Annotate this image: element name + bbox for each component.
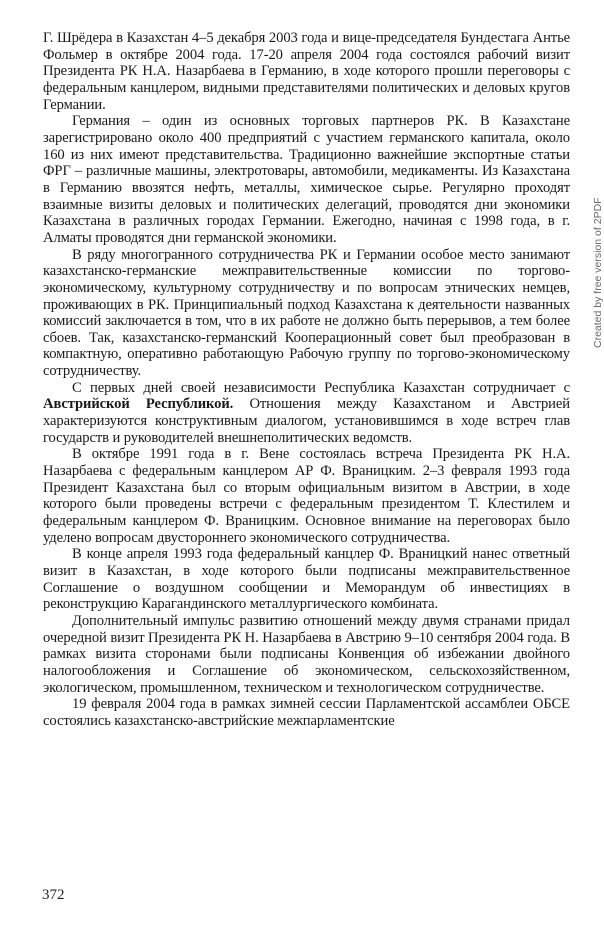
paragraph: Германия – один из основных торговых партнеров РК. В Казахстане зарегистрировано около 400 предприятий с участием германского капитала, около 160 из них имеют представительства. Традиционно важнейшие экспортные статьи ФРГ – различные машины, электротовары, автомобили, медикаменты. Из Казахстана в Германию ввозятся нефть, металлы, химическое сырье. Регулярно проходят взаимные визиты деловых и политических делегаций, проводятся дни экономики Казахстана в различных городах Германии. Ежегодно, начиная с 1998 года, в г. Алматы проводятся дни германской экономики.: [43, 113, 570, 246]
page-number: 372: [42, 887, 65, 903]
paragraph: Дополнительный импульс развитию отношений между двумя странами придал очередной визит Президента РК Н. Назарбаева в Австрию 9–10 сентября 2004 года. В рамках визита сторонами были подписаны Конвенция об избежании двойного налогообложения и Соглашение об экономическом, сельскохозяйственном, экологическом, промышленном, техническом и технологическом сотрудничестве.: [43, 612, 570, 696]
paragraph: 19 февраля 2004 года в рамках зимней сессии Парламентской ассамблеи ОБСЕ состоялись казахстанско-австрийские межпарламентские: [43, 696, 570, 729]
paragraph: В ряду многогранного сотрудничества РК и Германии особое место занимают казахстанско-германские межправительственные комиссии по торгово-экономическому, культурному сотрудничеству и по вопросам этнических немцев, проживающих в РК. Принципиальный подход Казахстана к деятельности названных комиссий заключается в том, что в их работе не должно быть перерывов, а тем более сбоев. Так, казахстанско-германский Кооперационный совет был преобразован в компактную, оперативно работающую Рабочую группу по торгово-экономическому сотрудничеству.: [43, 246, 570, 380]
watermark: [581, 197, 604, 348]
paragraph-text: Отношения между Казахстаном и Австрией характеризуются конструктивным диалогом, установившимся в ходе встреч глав государств и руководителей внешнеполитических ведомств.: [43, 396, 570, 446]
watermark-text: Created by free version of 2PDF: [592, 197, 604, 348]
paragraph: В конце апреля 1993 года федеральный канцлер Ф. Враницкий нанес ответный визит в Казахстан, в ходе которого были подписаны межправительственное Соглашение о воздушном сообщении и Меморандум об инвестициях в реконструкцию Карагандинского металлургического комбината.: [43, 546, 570, 613]
paragraph: В октябре 1991 года в г. Вене состоялась встреча Президента РК Н.А. Назарбаева с федеральным канцлером АР Ф. Враницким. 2–3 февраля 1993 года Президент Казахстана был со вторым официальным визитом в Австрии, в ходе которого были проведены встречи с федеральным президентом Т. Клестилем и федеральным канцлером Ф. Враницким. Основное внимание на переговорах было уделено вопросам двустороннего экономического сотрудничества.: [43, 446, 570, 546]
paragraph: Г. Шрёдера в Казахстан 4–5 декабря 2003 года и вице-председателя Бундестага Антье Фольмер в октябре 2004 года. 17-20 апреля 2004 года состоялся рабочий визит Президента РК Н.А. Назарбаева в Германию, в ходе которого прошли переговоры с федеральным канцлером, видными представителями политических и деловых кругов Германии.: [43, 30, 570, 113]
bold-country-name: Австрийской Республикой.: [43, 396, 234, 413]
paragraph-text: С первых дней своей независимости Республика Казахстан сотрудничает с: [72, 379, 570, 396]
paragraph: [43, 380, 570, 447]
page-text: [43, 30, 570, 730]
